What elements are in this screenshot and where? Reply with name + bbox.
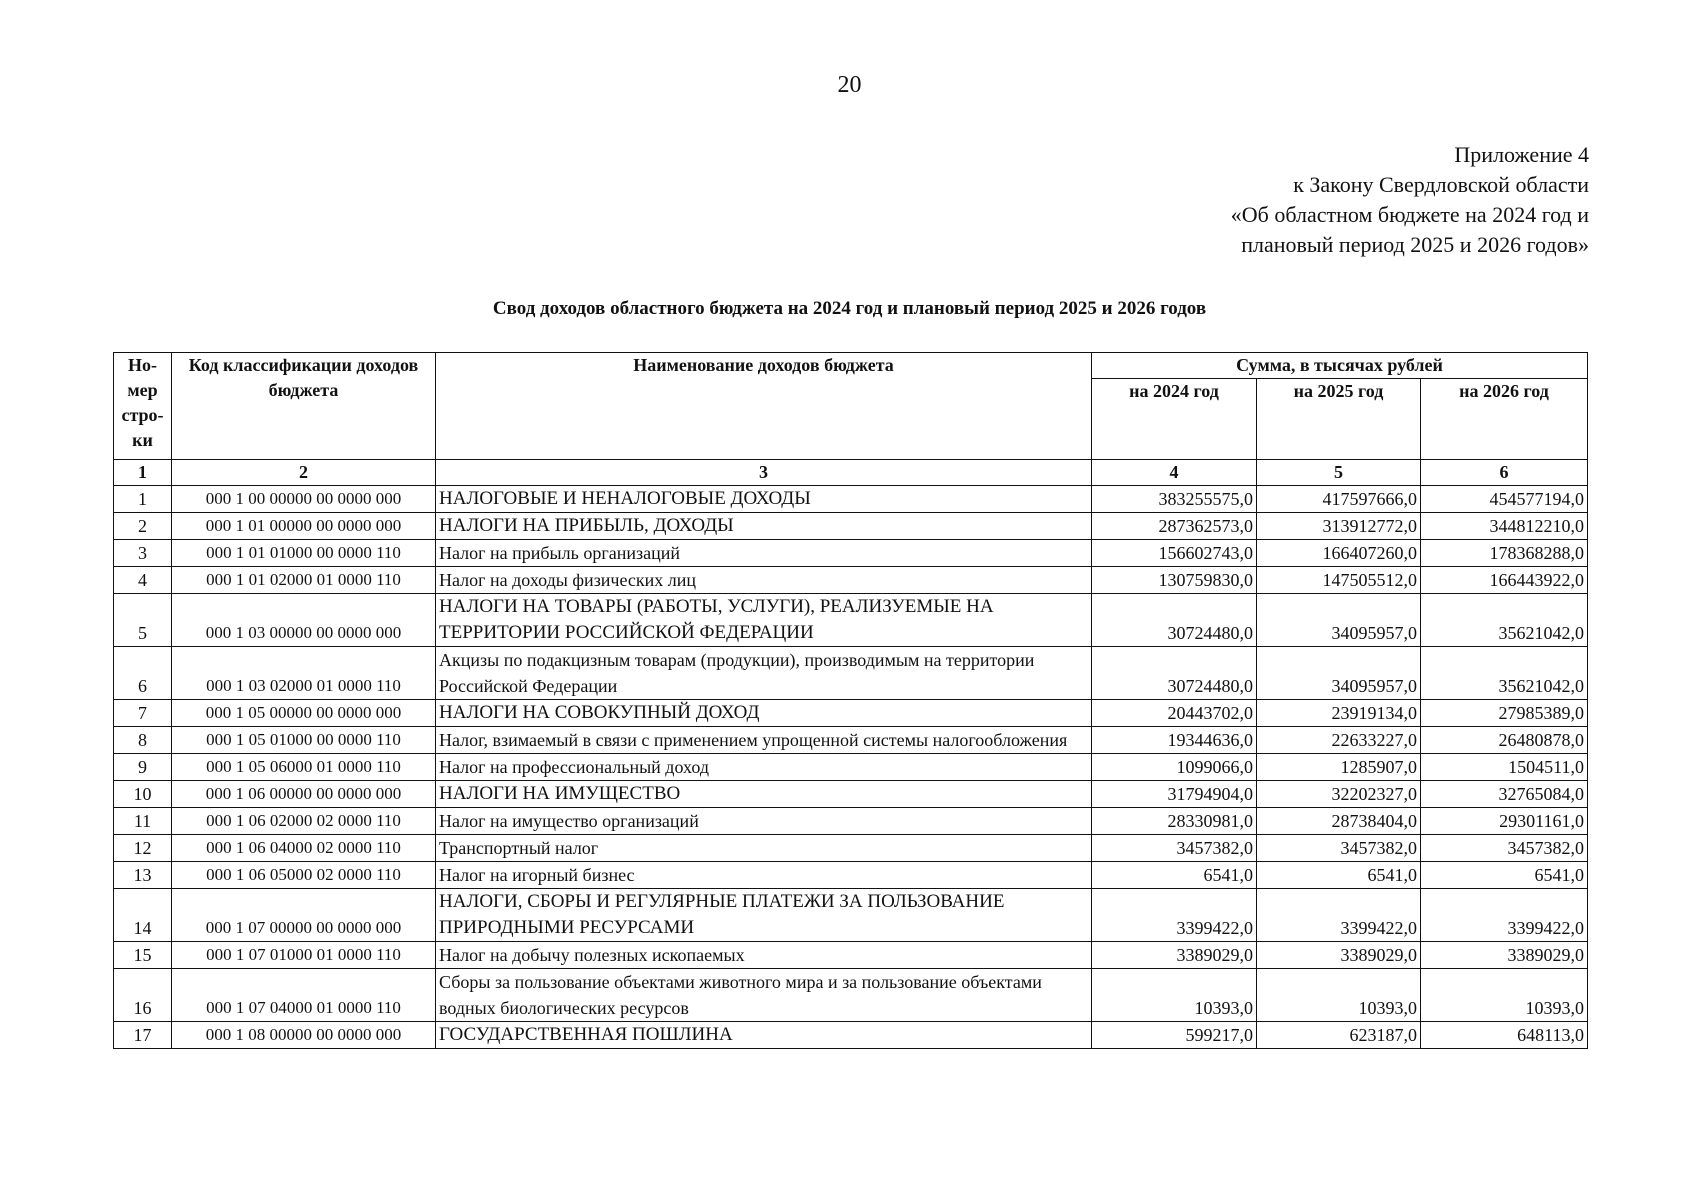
row-value-2024: 20443702,0 — [1092, 700, 1257, 727]
row-value-2026: 32765084,0 — [1421, 781, 1588, 808]
row-name: Налог на профессиональный доход — [436, 754, 1092, 781]
row-value-2024: 3457382,0 — [1092, 835, 1257, 862]
row-value-2025: 313912772,0 — [1257, 513, 1421, 540]
row-value-2024: 599217,0 — [1092, 1022, 1257, 1049]
row-number: 12 — [114, 835, 172, 862]
row-code: 000 1 00 00000 00 0000 000 — [172, 486, 436, 513]
row-value-2025: 1285907,0 — [1257, 754, 1421, 781]
row-code: 000 1 01 01000 00 0000 110 — [172, 540, 436, 567]
table-row — [114, 1022, 1588, 1049]
table-row — [114, 727, 1588, 754]
table-row — [114, 513, 1588, 540]
header-name: Наименование доходов бюджета — [436, 353, 1092, 460]
row-value-2026: 3399422,0 — [1421, 889, 1588, 942]
appendix-line: Приложение 4 — [1454, 142, 1589, 167]
row-value-2025: 417597666,0 — [1257, 486, 1421, 513]
appendix-line: «Об областном бюджете на 2024 год и — [1230, 202, 1589, 227]
budget-revenue-table — [113, 352, 1588, 1049]
row-name: Налог на добычу полезных ископаемых — [436, 942, 1092, 969]
row-value-2024: 28330981,0 — [1092, 808, 1257, 835]
column-index: 6 — [1421, 460, 1588, 486]
row-value-2024: 10393,0 — [1092, 969, 1257, 1022]
row-value-2026: 27985389,0 — [1421, 700, 1588, 727]
row-number: 6 — [114, 647, 172, 700]
header-year-2025: на 2025 год — [1257, 379, 1421, 460]
row-number: 1 — [114, 486, 172, 513]
row-value-2024: 383255575,0 — [1092, 486, 1257, 513]
row-name: Налог на игорный бизнес — [436, 862, 1092, 889]
table-row — [114, 969, 1588, 1022]
header-year-2024: на 2024 год — [1092, 379, 1257, 460]
row-value-2026: 10393,0 — [1421, 969, 1588, 1022]
row-value-2025: 623187,0 — [1257, 1022, 1421, 1049]
page-number: 20 — [837, 72, 862, 98]
row-code: 000 1 06 04000 02 0000 110 — [172, 835, 436, 862]
row-value-2026: 3457382,0 — [1421, 835, 1588, 862]
row-code: 000 1 05 00000 00 0000 000 — [172, 700, 436, 727]
table-row — [114, 540, 1588, 567]
row-name: Сборы за пользование объектами животного мира и за пользование объектами водных биологических ресурсов — [436, 969, 1092, 1022]
row-value-2025: 32202327,0 — [1257, 781, 1421, 808]
row-name: Транспортный налог — [436, 835, 1092, 862]
column-index: 5 — [1257, 460, 1421, 486]
row-value-2024: 6541,0 — [1092, 862, 1257, 889]
row-name: ГОСУДАРСТВЕННАЯ ПОШЛИНА — [436, 1022, 1092, 1049]
row-number: 7 — [114, 700, 172, 727]
row-code: 000 1 03 00000 00 0000 000 — [172, 594, 436, 647]
row-value-2024: 156602743,0 — [1092, 540, 1257, 567]
row-value-2026: 26480878,0 — [1421, 727, 1588, 754]
row-name: НАЛОГИ НА ПРИБЫЛЬ, ДОХОДЫ — [436, 513, 1092, 540]
column-index: 3 — [436, 460, 1092, 486]
row-value-2026: 344812210,0 — [1421, 513, 1588, 540]
row-name: НАЛОГОВЫЕ И НЕНАЛОГОВЫЕ ДОХОДЫ — [436, 486, 1092, 513]
row-value-2025: 166407260,0 — [1257, 540, 1421, 567]
table-row — [114, 835, 1588, 862]
row-number: 17 — [114, 1022, 172, 1049]
table-row — [114, 754, 1588, 781]
row-name: Акцизы по подакцизным товарам (продукции), производимым на территории Российской Федерации — [436, 647, 1092, 700]
document-title: Свод доходов областного бюджета на 2024 год и плановый период 2025 и 2026 годов — [492, 298, 1207, 319]
row-value-2026: 29301161,0 — [1421, 808, 1588, 835]
row-code: 000 1 06 00000 00 0000 000 — [172, 781, 436, 808]
row-value-2024: 3389029,0 — [1092, 942, 1257, 969]
table-row — [114, 647, 1588, 700]
row-value-2024: 3399422,0 — [1092, 889, 1257, 942]
row-value-2024: 1099066,0 — [1092, 754, 1257, 781]
row-code: 000 1 06 02000 02 0000 110 — [172, 808, 436, 835]
row-code: 000 1 07 04000 01 0000 110 — [172, 969, 436, 1022]
appendix-line: плановый период 2025 и 2026 годов» — [1241, 232, 1589, 257]
appendix-line: к Закону Свердловской области — [1293, 172, 1589, 197]
row-number: 10 — [114, 781, 172, 808]
column-index: 1 — [114, 460, 172, 486]
column-index: 4 — [1092, 460, 1257, 486]
row-code: 000 1 08 00000 00 0000 000 — [172, 1022, 436, 1049]
row-number: 11 — [114, 808, 172, 835]
row-value-2026: 648113,0 — [1421, 1022, 1588, 1049]
row-value-2026: 6541,0 — [1421, 862, 1588, 889]
row-number: 5 — [114, 594, 172, 647]
row-value-2024: 130759830,0 — [1092, 567, 1257, 594]
row-code: 000 1 07 00000 00 0000 000 — [172, 889, 436, 942]
row-name: НАЛОГИ НА СОВОКУПНЫЙ ДОХОД — [436, 700, 1092, 727]
row-code: 000 1 03 02000 01 0000 110 — [172, 647, 436, 700]
appendix-header — [1231, 140, 1589, 260]
row-number: 8 — [114, 727, 172, 754]
row-value-2025: 23919134,0 — [1257, 700, 1421, 727]
row-value-2024: 30724480,0 — [1092, 594, 1257, 647]
table-row — [114, 567, 1588, 594]
row-value-2025: 34095957,0 — [1257, 647, 1421, 700]
header-code: Код классификации доходов бюджета — [172, 353, 436, 460]
table-row — [114, 781, 1588, 808]
row-number: 2 — [114, 513, 172, 540]
table-body — [114, 486, 1588, 1049]
row-name: НАЛОГИ НА ТОВАРЫ (РАБОТЫ, УСЛУГИ), РЕАЛИЗУЕМЫЕ НА ТЕРРИТОРИИ РОССИЙСКОЙ ФЕДЕРАЦИИ — [436, 594, 1092, 647]
row-value-2026: 1504511,0 — [1421, 754, 1588, 781]
row-value-2025: 3389029,0 — [1257, 942, 1421, 969]
row-number: 9 — [114, 754, 172, 781]
table-row — [114, 486, 1588, 513]
row-number: 13 — [114, 862, 172, 889]
row-number: 15 — [114, 942, 172, 969]
row-code: 000 1 05 06000 01 0000 110 — [172, 754, 436, 781]
column-index: 2 — [172, 460, 436, 486]
row-value-2024: 19344636,0 — [1092, 727, 1257, 754]
row-name: Налог, взимаемый в связи с применением упрощенной системы налогообложения — [436, 727, 1092, 754]
table-row — [114, 700, 1588, 727]
row-number: 3 — [114, 540, 172, 567]
row-name: НАЛОГИ, СБОРЫ И РЕГУЛЯРНЫЕ ПЛАТЕЖИ ЗА ПОЛЬЗОВАНИЕ ПРИРОДНЫМИ РЕСУРСАМИ — [436, 889, 1092, 942]
row-code: 000 1 06 05000 02 0000 110 — [172, 862, 436, 889]
row-code: 000 1 01 02000 01 0000 110 — [172, 567, 436, 594]
row-value-2026: 178368288,0 — [1421, 540, 1588, 567]
table-row — [114, 594, 1588, 647]
row-code: 000 1 07 01000 01 0000 110 — [172, 942, 436, 969]
row-value-2026: 454577194,0 — [1421, 486, 1588, 513]
row-name: НАЛОГИ НА ИМУЩЕСТВО — [436, 781, 1092, 808]
row-value-2026: 166443922,0 — [1421, 567, 1588, 594]
row-value-2025: 22633227,0 — [1257, 727, 1421, 754]
row-value-2026: 3389029,0 — [1421, 942, 1588, 969]
table-row — [114, 808, 1588, 835]
row-value-2025: 34095957,0 — [1257, 594, 1421, 647]
row-value-2024: 287362573,0 — [1092, 513, 1257, 540]
row-value-2024: 30724480,0 — [1092, 647, 1257, 700]
row-value-2025: 28738404,0 — [1257, 808, 1421, 835]
row-value-2026: 35621042,0 — [1421, 647, 1588, 700]
row-number: 14 — [114, 889, 172, 942]
row-value-2024: 31794904,0 — [1092, 781, 1257, 808]
header-year-2026: на 2026 год — [1421, 379, 1588, 460]
row-name: Налог на прибыль организаций — [436, 540, 1092, 567]
row-number: 4 — [114, 567, 172, 594]
row-value-2025: 3399422,0 — [1257, 889, 1421, 942]
row-value-2025: 147505512,0 — [1257, 567, 1421, 594]
table-row — [114, 942, 1588, 969]
row-number: 16 — [114, 969, 172, 1022]
table-row — [114, 889, 1588, 942]
row-code: 000 1 05 01000 00 0000 110 — [172, 727, 436, 754]
row-name: Налог на доходы физических лиц — [436, 567, 1092, 594]
row-value-2025: 10393,0 — [1257, 969, 1421, 1022]
row-value-2025: 3457382,0 — [1257, 835, 1421, 862]
row-value-2025: 6541,0 — [1257, 862, 1421, 889]
header-sum: Сумма, в тысячах рублей — [1092, 353, 1588, 379]
row-name: Налог на имущество организаций — [436, 808, 1092, 835]
header-row-number: Но- мер стро- ки — [114, 353, 172, 460]
row-value-2026: 35621042,0 — [1421, 594, 1588, 647]
table-row — [114, 862, 1588, 889]
row-code: 000 1 01 00000 00 0000 000 — [172, 513, 436, 540]
